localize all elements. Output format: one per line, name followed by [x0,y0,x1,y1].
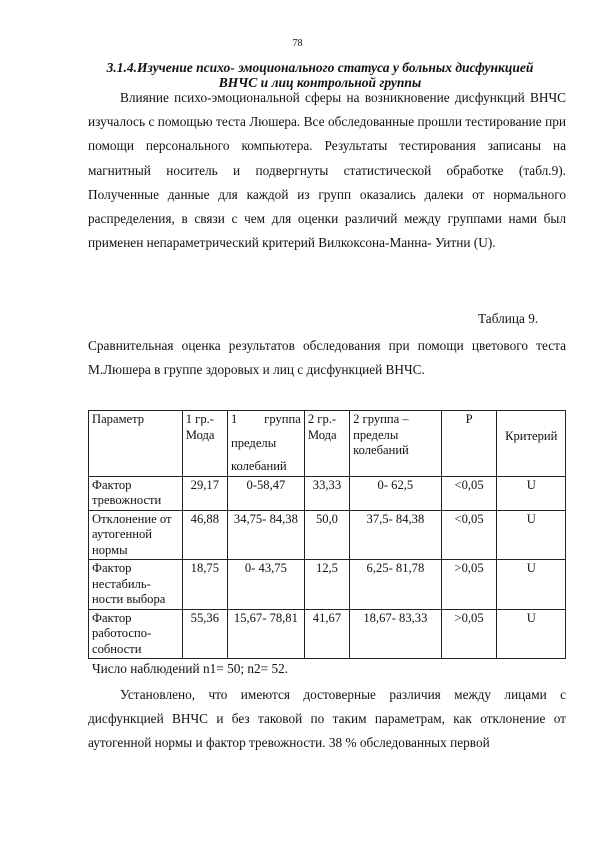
header-g2-mode: 2 гр.- Мода [304,411,349,477]
table-row [89,560,566,610]
cell-criterion: U [497,510,566,560]
cell-p: >0,05 [441,609,497,659]
header-g1-mode: 1 гр.- Мода [182,411,227,477]
cell-g2-range: 37,5- 84,38 [350,510,442,560]
observations-note: Число наблюдений n1= 50; n2= 52. [92,661,289,676]
table-caption: Сравнительная оценка результатов обследования при помощи цветового теста М.Люшера в группе здоровых и лиц с дисфункцией ВНЧС. [88,338,566,378]
cell-g1-range: 34,75- 84,38 [227,510,304,560]
cell-param: Фактор нестабиль- ности выбора [89,560,183,610]
table-row [89,510,566,560]
page-number: 78 [292,38,303,49]
table-label: Таблица 9. [478,311,539,326]
header-g1-range-num: 1 [230,412,238,426]
cell-g1-range: 0-58,47 [227,476,304,510]
table-header-row [89,411,566,477]
cell-g2-mode: 50,0 [304,510,349,560]
table-row [89,609,566,659]
header-g2-range: 2 группа – пределы колебаний [350,411,442,477]
cell-g1-mode: 46,88 [182,510,227,560]
cell-criterion: U [497,476,566,510]
section-heading: 3.1.4.Изучение психо- эмоционального статуса у больных дисфункцией ВНЧС и лиц контрольной группы [106,60,534,90]
cell-g2-range: 0- 62,5 [350,476,442,510]
cell-g2-mode: 33,33 [304,476,349,510]
header-param: Параметр [89,411,183,477]
header-g1-range-limits: пределы [230,435,277,450]
cell-p: <0,05 [441,510,497,560]
cell-p: <0,05 [441,476,497,510]
cell-param: Фактор работоспо- собности [89,609,183,659]
cell-g2-range: 18,67- 83,33 [350,609,442,659]
cell-param: Фактор тревожности [89,476,183,510]
header-p: P [441,411,497,477]
cell-p: >0,05 [441,560,497,610]
cell-g1-range: 15,67- 78,81 [227,609,304,659]
header-criterion-label: Критерий [505,429,558,443]
header-criterion [497,411,566,477]
header-g1-range-variation: колебаний [230,459,287,473]
cell-g1-range: 0- 43,75 [227,560,304,610]
results-table [88,410,566,659]
table-row [89,476,566,510]
header-g1-range-group: группа [264,412,301,426]
cell-g1-mode: 55,36 [182,609,227,659]
cell-criterion: U [497,560,566,610]
cell-g2-mode: 41,67 [304,609,349,659]
paragraph-intro: Влияние психо-эмоциональной сферы на возникновение дисфункций ВНЧС изучалось с помощью теста Люшера. Все обследованные прошли тестирование при помощи персонального компьютера. Результаты тестирования записаны на магнитный носитель и подвергнуты статистической обработке (табл.9). Полученные данные для каждой из групп оказались далеки от нормального распределения, в связи с чем для оценки различий между группами нами был применен непараметрический критерий Вилкоксона-Манна- Уитни (U). [88,90,566,251]
cell-g1-mode: 29,17 [182,476,227,510]
cell-g2-mode: 12,5 [304,560,349,610]
cell-criterion: U [497,609,566,659]
cell-g1-mode: 18,75 [182,560,227,610]
paragraph-findings: Установлено, что имеются достоверные различия между лицами с дисфункцией ВНЧС и без таковой по таким параметрам, как отклонение от аутогенной нормы и фактор тревожности. 38 % обследованных первой [88,687,566,751]
cell-g2-range: 6,25- 81,78 [350,560,442,610]
header-g1-range [227,411,304,477]
cell-param: Отклонение от аутогенной нормы [89,510,183,560]
